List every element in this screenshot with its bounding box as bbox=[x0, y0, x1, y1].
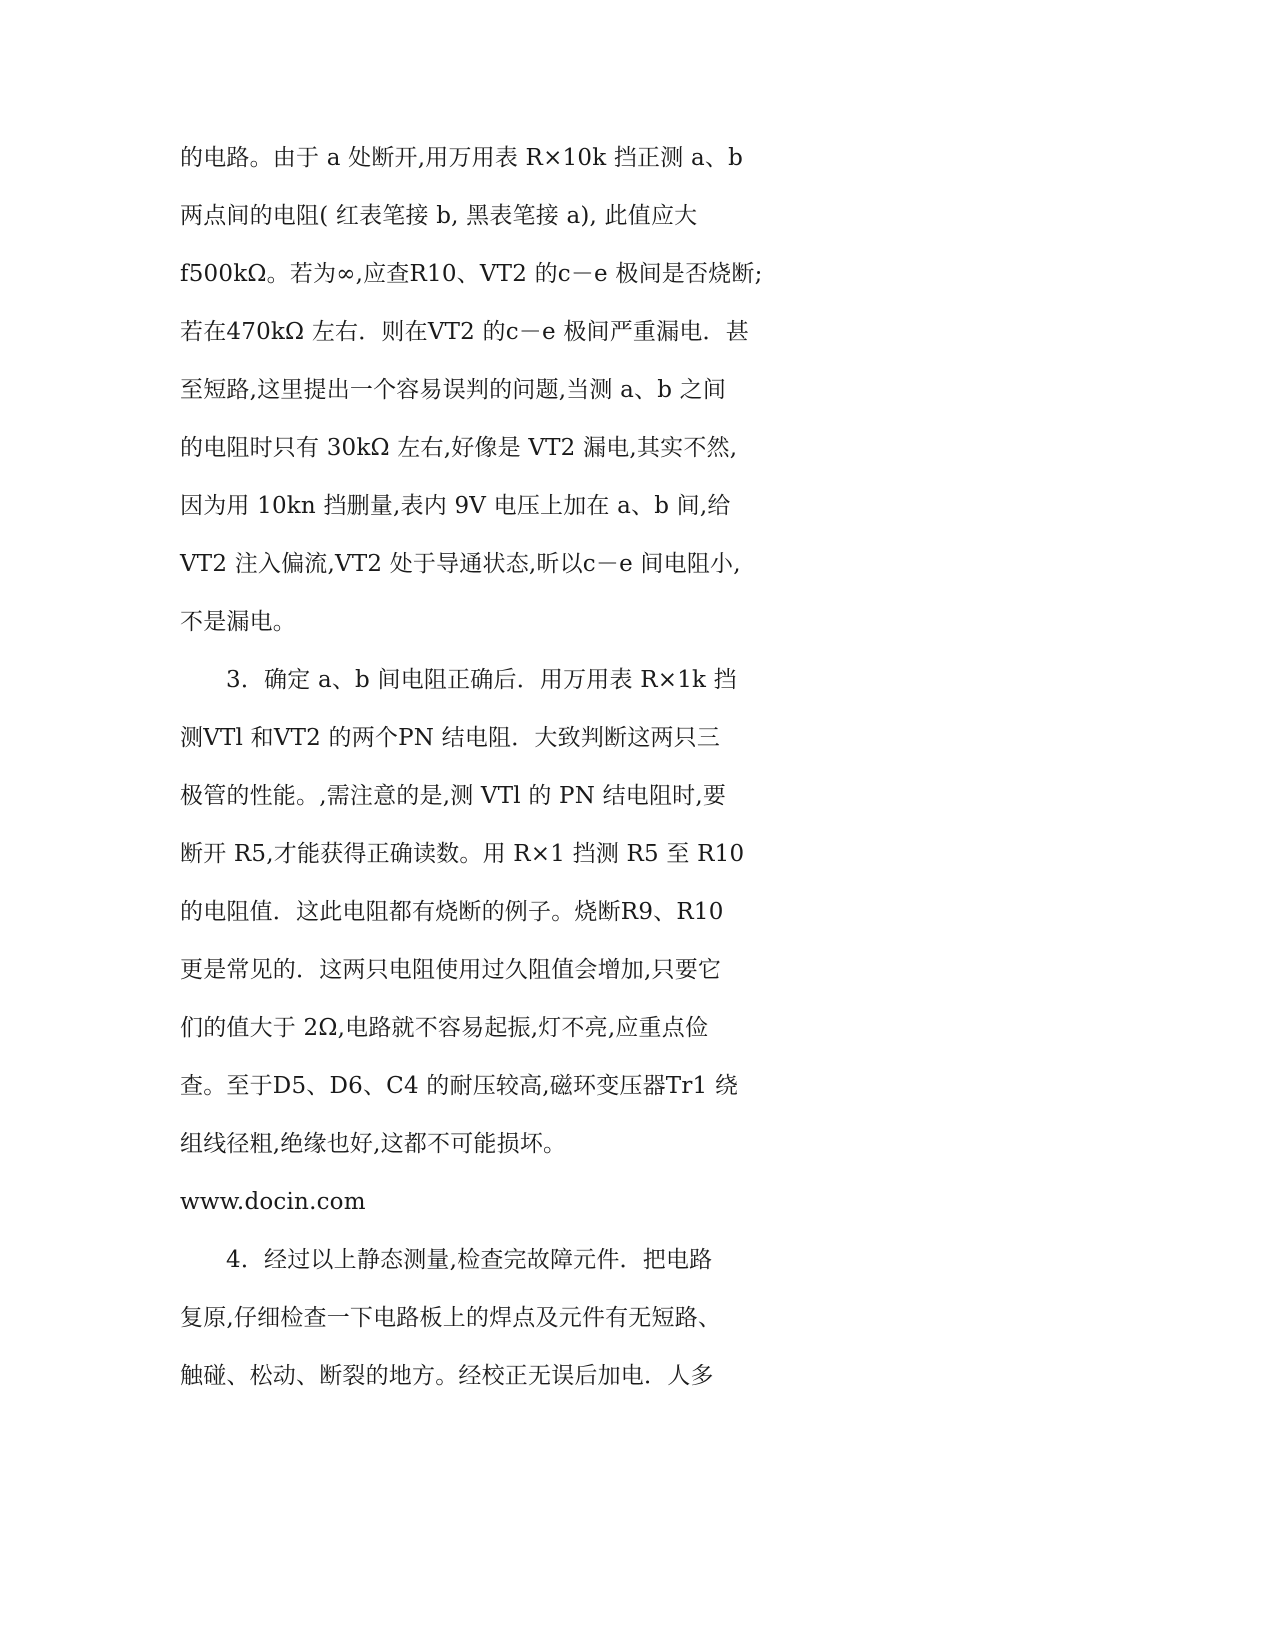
text-line: 两点间的电阻( 红表笔接 b, 黑表笔接 a), 此值应大 bbox=[180, 203, 698, 229]
paragraph-start-line: 4．经过以上静态测量,检查完故障元件．把电路 bbox=[226, 1247, 713, 1273]
text-line: 们的值大于 2Ω,电路就不容易起振,灯不亮,应重点俭 bbox=[180, 1015, 709, 1041]
text-line: 的电路。由于 a 处断开,用万用表 R×10k 挡正测 a、b bbox=[180, 145, 744, 171]
paragraph-start-line: 3．确定 a、b 间电阻正确后．用万用表 R×1k 挡 bbox=[226, 667, 737, 693]
text-line: 的电阻值．这此电阻都有烧断的例子。烧断R9、R10 bbox=[180, 899, 724, 925]
text-line: VT2 注入偏流,VT2 处于导通状态,昕以c－e 间电阻小, bbox=[180, 551, 741, 577]
text-line: 若在470kΩ 左右．则在VT2 的c－e 极间严重漏电．甚 bbox=[180, 319, 749, 345]
text-line: 触碰、松动、断裂的地方。经校正无误后加电．人多 bbox=[180, 1363, 714, 1389]
body-text bbox=[180, 136, 780, 1412]
text-line: 的电阻时只有 30kΩ 左右,好像是 VT2 漏电,其实不然, bbox=[180, 435, 738, 461]
text-line: 极管的性能。,需注意的是,测 VTl 的 PN 结电阻时,要 bbox=[180, 783, 727, 809]
text-line: 复原,仔细检查一下电路板上的焊点及元件有无短路、 bbox=[180, 1305, 722, 1331]
text-line: 更是常见的．这两只电阻使用过久阻值会增加,只要它 bbox=[180, 957, 722, 983]
text-line: f500kΩ。若为∞,应查R10、VT2 的c－e 极间是否烧断; bbox=[180, 261, 763, 287]
text-line: 查。至于D5、D6、C4 的耐压较高,磁环变压器Tr1 绕 bbox=[180, 1073, 739, 1099]
watermark-url: www.docin.com bbox=[180, 1189, 366, 1215]
text-line: 测VTl 和VT2 的两个PN 结电阻．大致判断这两只三 bbox=[180, 725, 721, 751]
text-line: 因为用 10kn 挡删量,表内 9V 电压上加在 a、b 间,给 bbox=[180, 493, 731, 519]
text-line: 组线径粗,绝缘也好,这都不可能损坏。 bbox=[180, 1131, 567, 1157]
text-line: 不是漏电。 bbox=[180, 609, 296, 635]
text-line: 断开 R5,才能获得正确读数。用 R×1 挡测 R5 至 R10 bbox=[180, 841, 745, 867]
text-line: 至短路,这里提出一个容易误判的问题,当测 a、b 之间 bbox=[180, 377, 727, 403]
